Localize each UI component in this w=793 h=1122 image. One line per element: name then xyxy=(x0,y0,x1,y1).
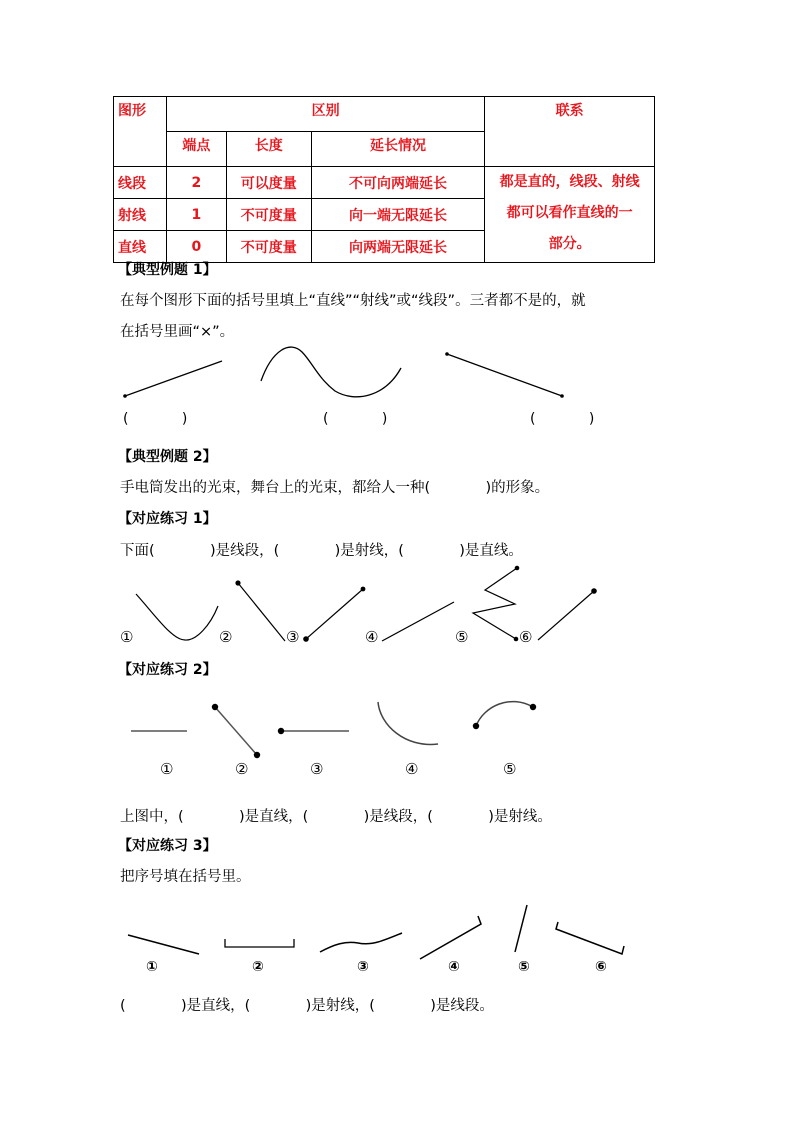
practice3-label-4: ④ xyxy=(448,959,460,975)
row-extension: 不可向两端延长 xyxy=(311,167,485,199)
row-endpoints: 0 xyxy=(166,231,226,263)
practice3-label-5: ⑤ xyxy=(518,959,530,975)
row-figure: 射线 xyxy=(114,199,167,231)
example1-heading: 【典型例题 1】 xyxy=(118,262,217,278)
row-figure: 直线 xyxy=(114,231,167,263)
practice3-figure-3 xyxy=(320,933,402,952)
row-length: 不可度量 xyxy=(226,231,311,263)
practice2-figure-segment-2 xyxy=(212,704,260,758)
practice2-label-4: ④ xyxy=(405,760,419,778)
practice1-label-6: ⑥ xyxy=(519,628,533,646)
practice2-label-2: ② xyxy=(235,760,249,778)
header-relation: 联系 xyxy=(485,97,655,167)
practice3-label-3: ③ xyxy=(357,959,369,975)
header-extension: 延长情况 xyxy=(311,132,485,167)
example2-heading: 【典型例题 2】 xyxy=(118,449,217,465)
practice2-figure-arc-5 xyxy=(473,702,536,730)
practice2-figure-ray-3 xyxy=(278,728,349,734)
practice1-figure-line-4 xyxy=(382,602,454,641)
row-endpoints: 2 xyxy=(166,167,226,199)
row-extension: 向两端无限延长 xyxy=(311,231,485,263)
practice2-figure-arc-4 xyxy=(378,702,438,744)
practice2-question: 上图中，( )是直线，( )是线段，( )是射线。 xyxy=(120,809,552,825)
practice1-label-2: ② xyxy=(219,628,233,646)
example1-figure-curve xyxy=(261,347,401,397)
practice1-figure-zigzag-5 xyxy=(473,566,519,642)
example1-figure-segment xyxy=(445,352,564,398)
header-endpoints: 端点 xyxy=(166,132,226,167)
practice3-figure-2 xyxy=(225,939,294,947)
practice1-label-5: ⑤ xyxy=(455,628,469,646)
row-figure: 线段 xyxy=(114,167,167,199)
practice3-figure-5 xyxy=(515,905,527,952)
example1-answer-blank-3[interactable]: ( ) xyxy=(530,411,595,427)
practice2-label-5: ⑤ xyxy=(503,760,517,778)
row-length: 不可度量 xyxy=(226,199,311,231)
practice1-label-1: ① xyxy=(120,628,134,646)
practice3-question: ( )是直线，( )是射线，( )是线段。 xyxy=(120,998,494,1014)
practice2-label-1: ① xyxy=(160,760,174,778)
practice3-instruction: 把序号填在括号里。 xyxy=(120,869,251,885)
example1-answer-blank-2[interactable]: ( ) xyxy=(323,411,388,427)
example1-instruction-line1: 在每个图形下面的括号里填上“直线”“射线”或“线段”。三者都不是的，就 xyxy=(120,293,586,309)
practice3-heading: 【对应练习 3】 xyxy=(118,838,217,854)
practice1-figure-segment-3 xyxy=(303,587,365,642)
row-length: 可以度量 xyxy=(226,167,311,199)
header-length: 长度 xyxy=(226,132,311,167)
practice1-heading: 【对应练习 1】 xyxy=(118,511,217,527)
practice3-label-2: ② xyxy=(252,959,264,975)
practice1-label-4: ④ xyxy=(365,628,379,646)
practice1-question: 下面( )是线段，( )是射线，( )是直线。 xyxy=(120,543,523,559)
practice3-figure-6 xyxy=(556,922,624,954)
practice3-label-1: ① xyxy=(146,959,158,975)
example1-figure-ray xyxy=(123,361,222,398)
row-extension: 向一端无限延长 xyxy=(311,199,485,231)
practice1-figure-ray-2 xyxy=(235,580,285,641)
header-figure: 图形 xyxy=(114,97,167,167)
practice1-figure-curve xyxy=(136,594,218,640)
relation-line: 都可以看作直线的一 xyxy=(506,205,633,221)
practice3-figure-4 xyxy=(420,916,481,959)
practice2-label-3: ③ xyxy=(310,760,324,778)
example1-answer-blank-1[interactable]: ( ) xyxy=(123,411,188,427)
relation-line: 部分。 xyxy=(548,236,591,252)
row-endpoints: 1 xyxy=(166,199,226,231)
relation-line: 都是直的，线段、射线 xyxy=(499,174,640,190)
practice3-figure-1 xyxy=(128,935,199,954)
practice3-label-6: ⑥ xyxy=(595,959,607,975)
header-difference: 区别 xyxy=(166,97,484,132)
practice1-figure-ray-6 xyxy=(538,588,597,640)
example2-question: 手电筒发出的光束，舞台上的光束，都给人一种( )的形象。 xyxy=(120,480,550,496)
practice1-label-3: ③ xyxy=(286,628,300,646)
practice2-heading: 【对应练习 2】 xyxy=(118,662,217,678)
example1-instruction-line2: 在括号里画“×”。 xyxy=(120,324,235,340)
